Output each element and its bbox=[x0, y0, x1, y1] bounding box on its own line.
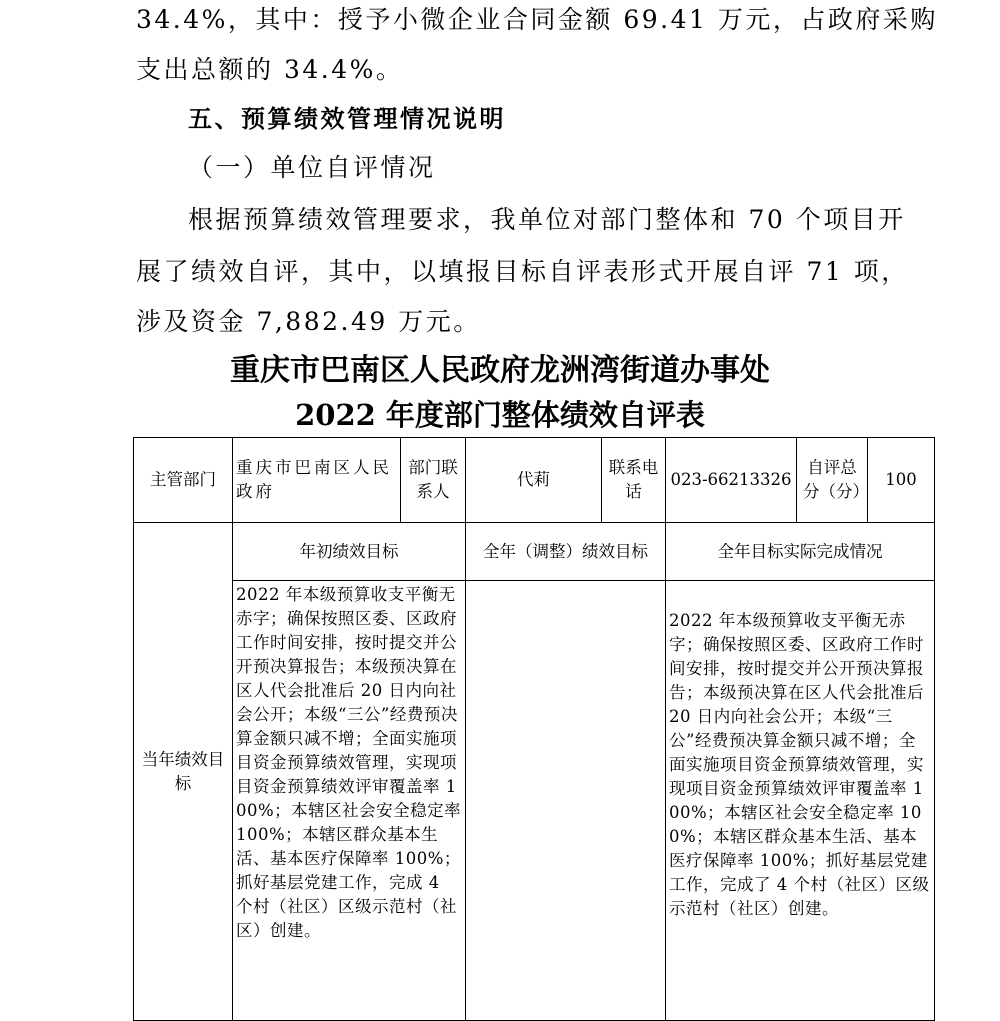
score-label-cell: 自评总分（分） bbox=[797, 438, 868, 523]
table-row bbox=[134, 581, 935, 1021]
table-title: 重庆市巴南区人民政府龙洲湾街道办事处 bbox=[230, 353, 770, 388]
header-actual: 全年目标实际完成情况 bbox=[666, 523, 935, 581]
header-adjusted-goal: 全年（调整）绩效目标 bbox=[466, 523, 666, 581]
score-value-cell: 100 bbox=[868, 438, 935, 523]
body-line: 展了绩效自评，其中，以填报目标自评表形式开展自评 71 项， bbox=[136, 257, 909, 286]
table-subtitle: 2022 年度部门整体绩效自评表 bbox=[295, 398, 705, 432]
initial-goal-cell: 2022 年本级预算收支平衡无赤字；确保按照区委、区政府工作时间安排，按时提交并公开预决算报告；本级预决算在区人代会批准后 20 日内向社会公开；本级“三公”经费预决算金额只减不增；全面实施项目资金预算绩效管理，实现项目资金预算绩效评审覆盖率 100%；本辖区社会安全稳定率 100%；本辖区群众基本生活、基本医疗保障率 100%；抓好基层党建工作，完成 4 个村（社区）区级示范村（社区）创建。 bbox=[233, 581, 466, 1021]
contact-label-cell: 部门联系人 bbox=[401, 438, 466, 523]
table-row bbox=[134, 438, 935, 523]
dept-value-cell: 重庆市巴南区人民政府 bbox=[233, 438, 401, 523]
self-eval-table bbox=[133, 437, 935, 1021]
subsection-heading: （一）单位自评情况 bbox=[188, 153, 436, 182]
body-line: 支出总额的 34.4%。 bbox=[136, 55, 404, 84]
row-label-cell: 当年绩效目标 bbox=[134, 523, 233, 1021]
phone-value-cell: 023-66213326 bbox=[666, 438, 797, 523]
adjusted-goal-cell bbox=[466, 581, 666, 1021]
dept-label-cell: 主管部门 bbox=[134, 438, 233, 523]
phone-label-cell: 联系电话 bbox=[602, 438, 666, 523]
actual-cell: 2022 年本级预算收支平衡无赤字；确保按照区委、区政府工作时间安排，按时提交并公开预决算报告；本级预决算在区人代会批准后 20 日内向社会公开；本级“三公”经费预决算金额只减不增；全面实施项目资金预算绩效管理，实现项目资金预算绩效评审覆盖率 100%；本辖区社会安全稳定率 100%；本辖区群众基本生活、基本医疗保障率 100%；抓好基层党建工作，完成了 4 个村（社区）区级示范村（社区）创建。 bbox=[666, 581, 935, 1021]
table-row bbox=[134, 523, 935, 581]
body-line: 根据预算绩效管理要求，我单位对部门整体和 70 个项目开 bbox=[188, 205, 906, 234]
header-initial-goal: 年初绩效目标 bbox=[233, 523, 466, 581]
section-heading: 五、预算绩效管理情况说明 bbox=[188, 104, 506, 133]
body-line: 34.4%，其中：授予小微企业合同金额 69.41 万元，占政府采购 bbox=[136, 5, 938, 34]
contact-value-cell: 代莉 bbox=[466, 438, 602, 523]
body-line: 涉及资金 7,882.49 万元。 bbox=[136, 307, 481, 336]
